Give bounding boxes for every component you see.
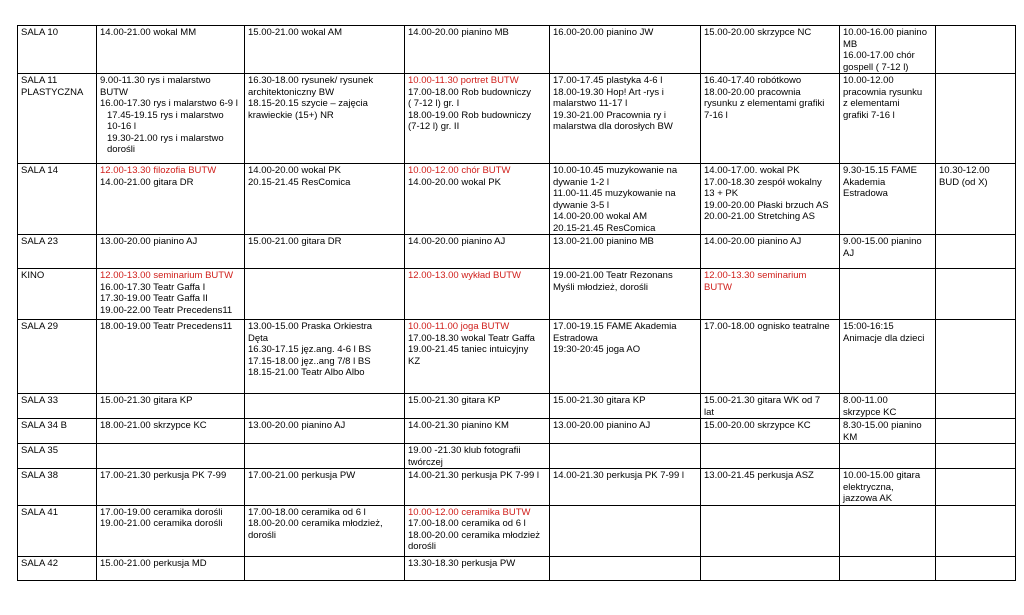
- activity-entry: 16.00-17.00 chór: [843, 50, 915, 61]
- schedule-cell: [701, 235, 840, 269]
- schedule-cell: [550, 164, 701, 235]
- activity-entry: 14.00-20.00 wokal AM: [553, 211, 648, 222]
- room-name-cell: [18, 235, 97, 269]
- activity-entry: 13 + PK: [704, 188, 739, 199]
- activity-entry: 19.00-21.45 taniec intuicyjny: [408, 344, 529, 355]
- room-name-cell: [18, 394, 97, 419]
- schedule-cell: [550, 394, 701, 419]
- schedule-cell: [550, 269, 701, 320]
- activity-entry: dywanie 1-2 l: [553, 176, 609, 188]
- activity-entry: 20.15-21.45 ResComica: [553, 222, 656, 234]
- activity-entry: 17.00-19.15 FAME Akademia: [553, 321, 677, 332]
- activity-entry: 17.00-18.00 ceramika od 6 l: [248, 506, 366, 518]
- schedule-cell: [405, 164, 550, 235]
- activity-entry: 14.00-20.00 pianino AJ: [704, 236, 802, 247]
- schedule-row: [18, 394, 1016, 419]
- schedule-cell: [701, 469, 840, 506]
- schedule-cell: [405, 394, 550, 419]
- activity-entry: 17.30-19.00 Teatr Gaffa II: [100, 293, 208, 304]
- schedule-cell: [936, 469, 1016, 506]
- activity-entry: 17.00-18.00 ceramika od 6 l: [408, 518, 526, 529]
- activity-entry: 14.00-20.00 pianino AJ: [408, 236, 506, 247]
- highlighted-activity-entry: 12.00-13.30 filozofia BUTW: [100, 165, 217, 176]
- activity-entry: 15.00-21.00 wokal AM: [248, 27, 343, 38]
- activity-entry: Estradowa: [553, 332, 598, 344]
- activity-entry: 18.00-20.00 ceramika młodzież: [408, 529, 541, 541]
- schedule-cell: [97, 469, 245, 506]
- activity-entry: 14.00-21.30 pianino KM: [408, 420, 509, 431]
- activity-entry: 18.00-19.30 Hop! Art -rys i: [553, 86, 664, 98]
- schedule-cell: [245, 505, 405, 556]
- activity-entry: 17.00-21.00 perkusja PW: [248, 470, 356, 481]
- schedule-cell: [97, 394, 245, 419]
- schedule-cell: [550, 320, 701, 394]
- schedule-row: [18, 469, 1016, 506]
- schedule-cell: [701, 505, 840, 556]
- activity-entry: 17.00-18.30 zespół wokalny: [704, 176, 822, 188]
- activity-entry: 16.00-20.00 pianino JW: [553, 27, 654, 38]
- room-name-cell: [18, 556, 97, 580]
- activity-entry: 16.00-17.30 Teatr Gaffa I: [100, 281, 206, 293]
- schedule-cell: [550, 235, 701, 269]
- activity-entry: 17.45-19.15 rys i malarstwo: [107, 109, 224, 121]
- schedule-row: [18, 26, 1016, 74]
- room-name: SALA 42: [21, 557, 58, 569]
- activity-entry: 19.00-22.00 Teatr Precedens11: [100, 304, 233, 316]
- activity-entry: 13.00-21.45 perkusja ASZ: [704, 470, 814, 481]
- schedule-cell: [701, 320, 840, 394]
- activity-entry: 18.15-21.00 Teatr Albo Albo: [248, 367, 365, 378]
- activity-entry: 16.30-17.15 jęz.ang. 4-6 l BS: [248, 344, 372, 355]
- schedule-cell: [97, 74, 245, 164]
- schedule-cell: [550, 505, 701, 556]
- activity-entry: grafiki 7-16 l: [843, 109, 895, 121]
- activity-entry: 19.00-21.00 Teatr Rezonans: [553, 270, 673, 281]
- schedule-cell: [840, 394, 936, 419]
- schedule-cell: [245, 74, 405, 164]
- schedule-cell: [936, 269, 1016, 320]
- activity-entry: MB: [843, 38, 858, 50]
- activity-entry: 15:00-16:15: [843, 321, 894, 332]
- activity-entry: skrzypce KC: [843, 406, 897, 418]
- room-name: SALA 14: [21, 165, 58, 176]
- activity-entry: 7-16 l: [704, 109, 728, 121]
- activity-entry: gospell ( 7-12 l): [843, 61, 909, 73]
- activity-entry: Myśli młodzież, dorośli: [553, 281, 649, 293]
- room-name: SALA 34 B: [21, 420, 67, 431]
- activity-entry: Akademia: [843, 176, 886, 188]
- activity-entry: 15.00-21.30 gitara KP: [553, 395, 646, 406]
- activity-entry: rysunku z elementami grafiki: [704, 98, 825, 109]
- activity-entry: 16.00-17.30 rys i malarstwo 6-9 l: [100, 98, 238, 109]
- activity-entry: malarstwa dla dorosłych BW: [553, 121, 673, 132]
- schedule-cell: [405, 444, 550, 469]
- schedule-cell: [245, 235, 405, 269]
- schedule-row: [18, 74, 1016, 164]
- activity-entry: 19.00-21.00 ceramika dorośli: [100, 518, 223, 529]
- activity-entry: 20.15-21.45 ResComica: [248, 176, 351, 188]
- activity-entry: 14.00-21.30 perkusja PK 7-99 l: [553, 470, 684, 481]
- highlighted-activity-entry: 10.00-11.30 portret BUTW: [408, 75, 519, 86]
- schedule-cell: [405, 556, 550, 580]
- schedule-cell: [701, 26, 840, 74]
- schedule-row: [18, 556, 1016, 580]
- activity-entry: malarstwo 11-17 l: [553, 98, 628, 109]
- schedule-row: [18, 269, 1016, 320]
- activity-entry: 15.00-21.30 gitara KP: [100, 395, 193, 406]
- activity-entry: 10.00-10.45 muzykowanie na: [553, 165, 678, 176]
- activity-entry: lat: [704, 406, 715, 418]
- activity-entry: 18.00-19.00 Rob budowniczy: [408, 109, 532, 121]
- activity-entry: 13.00-20.00 pianino AJ: [248, 420, 346, 431]
- activity-entry: 16.40-17.40 robótkowo: [704, 75, 802, 86]
- schedule-cell: [936, 74, 1016, 164]
- schedule-cell: [245, 419, 405, 444]
- activity-entry: 14.00-21.30 perkusja PK 7-99 l: [408, 470, 539, 481]
- highlighted-activity-entry: 10.00-11.00 joga BUTW: [408, 321, 510, 332]
- activity-entry: 20.00-21.00 Stretching AS: [704, 211, 815, 222]
- schedule-cell: [97, 556, 245, 580]
- activity-entry: 8.00-11.00: [843, 395, 888, 406]
- schedule-cell: [840, 74, 936, 164]
- activity-entry: AJ: [843, 247, 855, 259]
- schedule-cell: [550, 419, 701, 444]
- activity-entry: 17.00-19.00 ceramika dorośli: [100, 506, 223, 518]
- activity-entry: 18.15-20.15 szycie – zajęcia: [248, 98, 368, 109]
- activity-entry: 9.00-11.30 rys i malarstwo: [100, 75, 211, 86]
- schedule-cell: [840, 444, 936, 469]
- schedule-cell: [97, 505, 245, 556]
- activity-entry: 13.30-18.30 perkusja PW: [408, 557, 516, 569]
- activity-entry: 15.00-21.30 gitara KP: [408, 395, 501, 406]
- schedule-cell: [405, 419, 550, 444]
- activity-entry: dorośli: [248, 529, 276, 541]
- schedule-cell: [701, 444, 840, 469]
- schedule-cell: [936, 444, 1016, 469]
- schedule-cell: [840, 235, 936, 269]
- activity-entry: 17.00-18.00 Rob budowniczy: [408, 86, 532, 98]
- activity-entry: 13.00-15.00 Praska Orkiestra: [248, 321, 373, 332]
- room-name-cell: [18, 419, 97, 444]
- schedule-cell: [405, 26, 550, 74]
- activity-entry: Animacje dla dzieci: [843, 332, 925, 344]
- schedule-cell: [936, 26, 1016, 74]
- schedule-row: [18, 235, 1016, 269]
- schedule-cell: [245, 26, 405, 74]
- activity-entry: 18.00-21.00 skrzypce KC: [100, 420, 207, 431]
- room-name-cell: [18, 444, 97, 469]
- activity-entry: 13.00-20.00 pianino AJ: [100, 236, 198, 247]
- activity-entry: 19:30-20:45 joga AO: [553, 344, 641, 355]
- activity-entry: 17.00-18.30 wokal Teatr Gaffa: [408, 332, 535, 344]
- activity-entry: krawieckie (15+) NR: [248, 109, 334, 121]
- schedule-cell: [245, 394, 405, 419]
- activity-entry: z elementami: [843, 98, 900, 109]
- room-name: SALA 38: [21, 470, 58, 481]
- activity-entry: architektoniczny BW: [248, 86, 335, 98]
- schedule-cell: [405, 320, 550, 394]
- highlighted-activity-entry: 10.00-12.00 ceramika BUTW: [408, 506, 531, 518]
- activity-entry: 10.00-16.00 pianino: [843, 27, 927, 38]
- schedule-cell: [701, 394, 840, 419]
- schedule-cell: [840, 469, 936, 506]
- room-name-cell: [18, 164, 97, 235]
- schedule-cell: [97, 320, 245, 394]
- activity-entry: 13.00-21.00 pianino MB: [553, 236, 654, 247]
- schedule-cell: [936, 556, 1016, 580]
- activity-entry: 19.00 -21.30 klub fotografii: [408, 445, 521, 456]
- room-name: KINO: [21, 270, 45, 281]
- room-name: SALA 29: [21, 321, 58, 332]
- schedule-cell: [840, 505, 936, 556]
- room-name: SALA 33: [21, 395, 58, 406]
- schedule-cell: [97, 444, 245, 469]
- room-name: SALA 35: [21, 445, 58, 456]
- highlighted-activity-entry: 12.00-13.30 seminarium: [704, 270, 807, 281]
- room-name-cell: [18, 74, 97, 164]
- schedule-cell: [840, 320, 936, 394]
- schedule-cell: [97, 235, 245, 269]
- schedule-cell: [701, 74, 840, 164]
- schedule-row: [18, 505, 1016, 556]
- schedule-cell: [936, 394, 1016, 419]
- schedule-cell: [405, 235, 550, 269]
- activity-entry: 10.00-12.00: [843, 75, 894, 86]
- room-name: PLASTYCZNA: [21, 86, 84, 98]
- schedule-cell: [840, 419, 936, 444]
- schedule-cell: [840, 26, 936, 74]
- schedule-cell: [245, 164, 405, 235]
- activity-entry: Estradowa: [843, 188, 888, 199]
- room-name: SALA 41: [21, 506, 58, 518]
- schedule-cell: [550, 556, 701, 580]
- room-name-cell: [18, 26, 97, 74]
- activity-entry: 17.00-18.00 ognisko teatralne: [704, 321, 830, 332]
- schedule-cell: [936, 235, 1016, 269]
- activity-entry: 14.00-17.00. wokal PK: [704, 165, 800, 176]
- schedule-cell: [936, 320, 1016, 394]
- activity-entry: 10-16 l: [107, 121, 137, 132]
- activity-entry: 14.00-20.00 wokal PK: [248, 165, 341, 176]
- activity-entry: 17.00-17.45 plastyka 4-6 l: [553, 75, 663, 86]
- schedule-cell: [936, 164, 1016, 235]
- activity-entry: 15.00-21.00 gitara DR: [248, 236, 342, 247]
- activity-entry: 14.00-20.00 pianino MB: [408, 27, 509, 38]
- schedule-cell: [405, 269, 550, 320]
- activity-entry: 8.30-15.00 pianino: [843, 420, 922, 431]
- schedule-cell: [701, 556, 840, 580]
- schedule-row: [18, 164, 1016, 235]
- schedule-cell: [245, 269, 405, 320]
- schedule-cell: [97, 419, 245, 444]
- activity-entry: 18.00-19.00 Teatr Precedens11: [100, 321, 233, 332]
- activity-entry: 15.00-21.30 gitara WK od 7: [704, 395, 821, 406]
- room-name: SALA 11: [21, 75, 58, 86]
- activity-entry: pracownia rysunku: [843, 86, 923, 98]
- schedule-cell: [936, 505, 1016, 556]
- schedule-cell: [405, 505, 550, 556]
- schedule-cell: [701, 269, 840, 320]
- activity-entry: 17.15-18.00 jęz..ang 7/8 l BS: [248, 355, 371, 367]
- schedule-cell: [245, 320, 405, 394]
- activity-entry: 14.00-21.00 gitara DR: [100, 176, 194, 188]
- activity-entry: (7-12 l) gr. II: [408, 121, 460, 132]
- schedule-cell: [701, 419, 840, 444]
- highlighted-activity-entry: 10.00-12.00 chór BUTW: [408, 165, 511, 176]
- activity-entry: Dęta: [248, 332, 269, 344]
- activity-entry: elektryczna,: [843, 481, 894, 493]
- schedule-cell: [405, 74, 550, 164]
- activity-entry: 18.00-20.00 pracownia: [704, 86, 801, 98]
- highlighted-activity-entry: BUTW: [704, 281, 732, 293]
- activity-entry: 10.00-15.00 gitara: [843, 470, 921, 481]
- schedule-body: [18, 26, 1016, 581]
- activity-entry: dorośli: [408, 541, 436, 552]
- activity-entry: 15.00-20.00 skrzypce NC: [704, 27, 812, 38]
- schedule-cell: [550, 444, 701, 469]
- schedule-cell: [245, 444, 405, 469]
- activity-entry: twórczej: [408, 456, 443, 468]
- schedule-cell: [550, 74, 701, 164]
- schedule-cell: [97, 26, 245, 74]
- room-name: SALA 23: [21, 236, 58, 247]
- activity-entry: 10.30-12.00: [939, 165, 990, 176]
- activity-entry: 14.00-20.00 wokal PK: [408, 176, 501, 188]
- activity-entry: dywanie 3-5 l: [553, 199, 609, 211]
- schedule-cell: [550, 469, 701, 506]
- activity-entry: 15.00-20.00 skrzypce KC: [704, 420, 811, 431]
- activity-entry: 9.00-15.00 pianino: [843, 236, 922, 247]
- schedule-cell: [840, 164, 936, 235]
- room-name-cell: [18, 269, 97, 320]
- activity-entry: BUTW: [100, 86, 128, 98]
- activity-entry: KZ: [408, 355, 421, 367]
- highlighted-activity-entry: 12.00-13.00 wykład BUTW: [408, 270, 521, 281]
- activity-entry: ( 7-12 l) gr. I: [408, 98, 460, 109]
- schedule-row: [18, 320, 1016, 394]
- activity-entry: 16.30-18.00 rysunek/ rysunek: [248, 75, 374, 86]
- schedule-cell: [701, 164, 840, 235]
- room-name-cell: [18, 469, 97, 506]
- schedule-table: [17, 25, 1016, 581]
- room-name-cell: [18, 505, 97, 556]
- schedule-cell: [840, 269, 936, 320]
- schedule-row: [18, 444, 1016, 469]
- activity-entry: dorośli: [107, 144, 135, 155]
- activity-entry: 17.00-21.30 perkusja PK 7-99: [100, 470, 227, 481]
- activity-entry: 19.30-21.00 Pracownia ry i: [553, 109, 667, 121]
- schedule-row: [18, 419, 1016, 444]
- schedule-cell: [245, 556, 405, 580]
- schedule-cell: [405, 469, 550, 506]
- activity-entry: 19.00-20.00 Płaski brzuch AS: [704, 199, 829, 211]
- activity-entry: 13.00-20.00 pianino AJ: [553, 420, 651, 431]
- activity-entry: 14.00-21.00 wokal MM: [100, 27, 197, 38]
- activity-entry: 19.30-21.00 rys i malarstwo: [107, 132, 224, 144]
- activity-entry: KM: [843, 431, 858, 443]
- schedule-cell: [97, 164, 245, 235]
- activity-entry: 18.00-20.00 ceramika młodzież,: [248, 518, 383, 529]
- activity-entry: BUD (od X): [939, 176, 988, 188]
- schedule-cell: [245, 469, 405, 506]
- schedule-cell: [550, 26, 701, 74]
- activity-entry: jazzowa AK: [843, 493, 893, 504]
- room-name-cell: [18, 320, 97, 394]
- schedule-cell: [936, 419, 1016, 444]
- activity-entry: 11.00-11.45 muzykowanie na: [553, 188, 676, 199]
- activity-entry: 15.00-21.00 perkusja MD: [100, 557, 207, 569]
- activity-entry: 9.30-15.15 FAME: [843, 165, 917, 176]
- schedule-cell: [97, 269, 245, 320]
- highlighted-activity-entry: 12.00-13.00 seminarium BUTW: [100, 270, 234, 281]
- schedule-cell: [840, 556, 936, 580]
- room-name: SALA 10: [21, 27, 58, 38]
